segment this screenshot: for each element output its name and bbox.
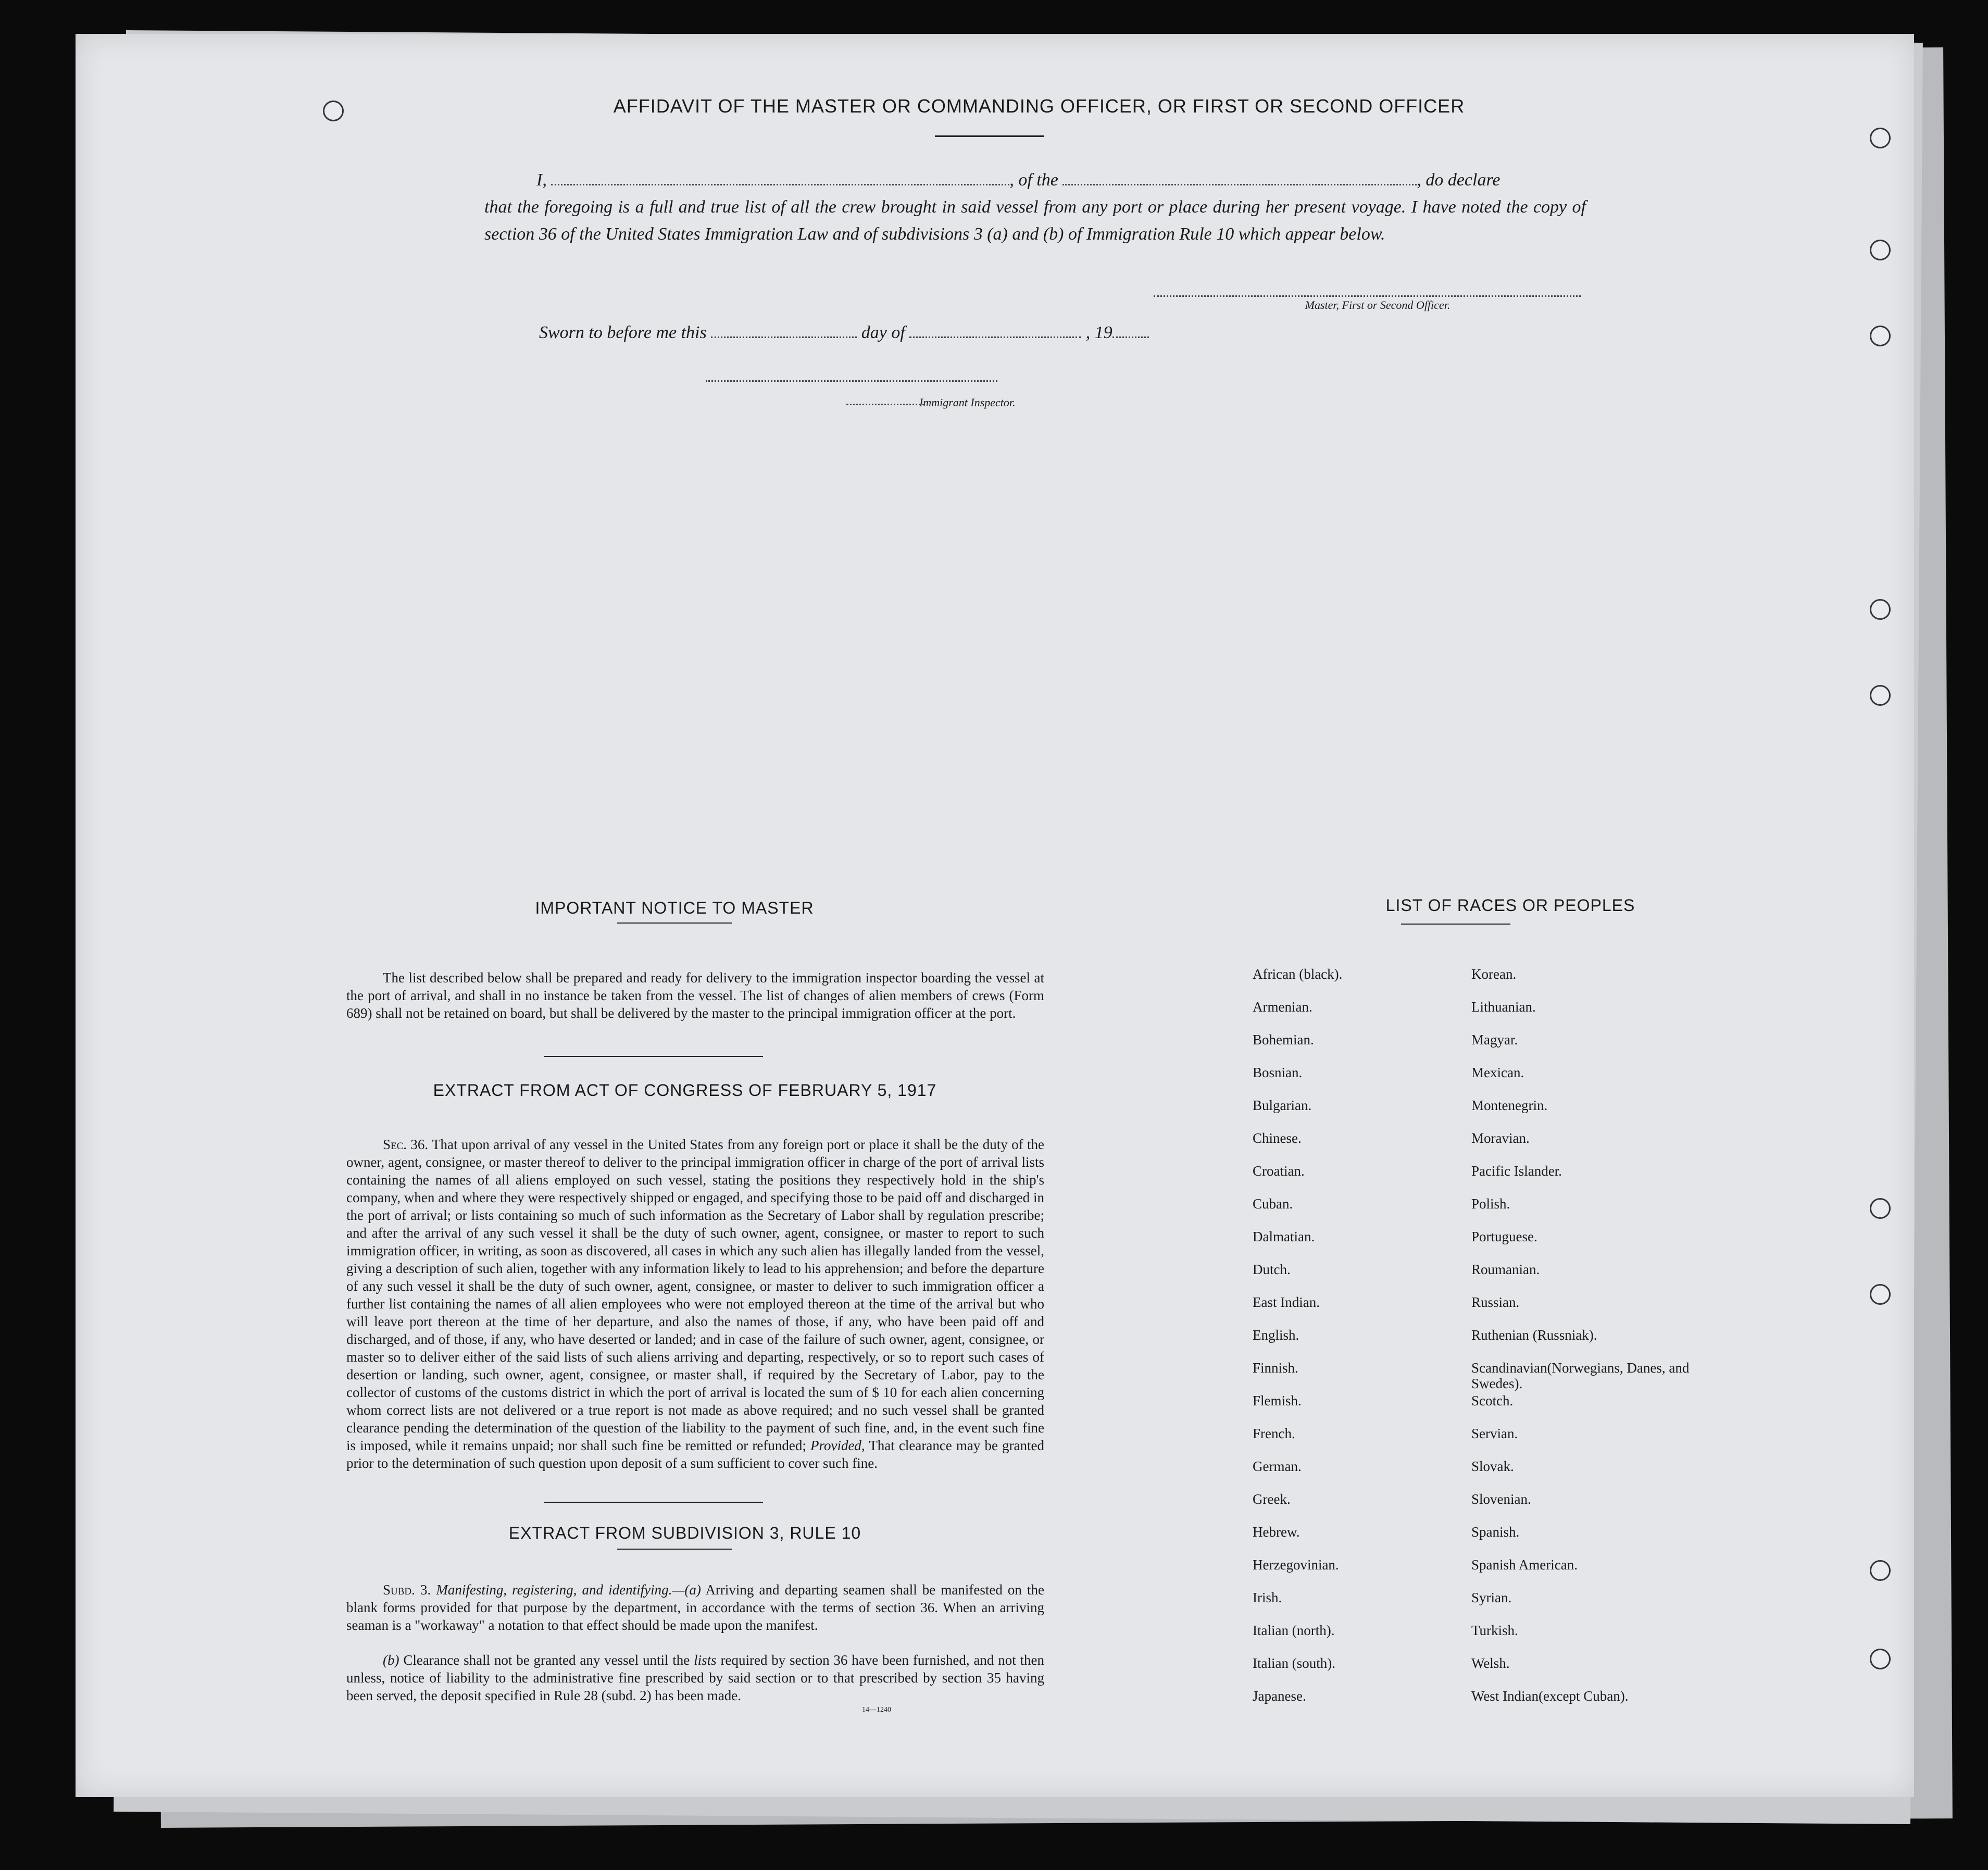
races-title: LIST OF RACES OR PEOPLES [1385, 896, 1635, 915]
race-item: Dalmatian. [1253, 1229, 1315, 1244]
document-page [76, 34, 1914, 1797]
race-item: Spanish. [1471, 1524, 1520, 1540]
race-item: French. [1253, 1426, 1295, 1441]
declaration-prefix: I, [536, 170, 547, 190]
punch-hole-icon [1870, 128, 1891, 148]
sworn-prefix: Sworn to before me this [539, 323, 707, 342]
subdivision-label: Subd. 3. [383, 1582, 431, 1598]
subdivision-text-b1: Clearance shall not be granted any vessel until the [403, 1652, 690, 1668]
inspector-label: Immigrant Inspector. [919, 396, 1016, 409]
punch-hole-icon [1870, 240, 1891, 260]
notice-divider [617, 922, 732, 924]
subdivision-paragraph-b [346, 1651, 1044, 1704]
race-item: Bulgarian. [1253, 1098, 1312, 1113]
race-item: Servian. [1471, 1426, 1518, 1441]
race-item: Pacific Islander. [1471, 1163, 1562, 1179]
title-divider [935, 135, 1044, 137]
declaration-line [484, 167, 1586, 194]
name-field[interactable] [551, 184, 1009, 185]
vessel-field[interactable] [1062, 184, 1417, 185]
proviso-label: Provided, [810, 1438, 865, 1453]
race-item: Cuban. [1253, 1196, 1293, 1212]
race-item: Irish. [1253, 1590, 1282, 1605]
race-item: Flemish. [1253, 1393, 1302, 1408]
race-item: Syrian. [1471, 1590, 1512, 1605]
race-item: Scotch. [1471, 1393, 1514, 1408]
section-divider [544, 1502, 763, 1503]
master-signature-label: Master, First or Second Officer. [1305, 298, 1451, 311]
subdivision-heading: Manifesting, registering, and identifying.—(a) [436, 1582, 701, 1598]
sworn-line [539, 323, 1529, 343]
races-column-1 [1253, 966, 1503, 1721]
race-item: East Indian. [1253, 1294, 1320, 1310]
race-item: Bohemian. [1253, 1032, 1314, 1048]
race-item: Dutch. [1253, 1262, 1291, 1277]
race-item: Portuguese. [1471, 1229, 1537, 1244]
race-item: Russian. [1471, 1294, 1520, 1310]
punch-hole-icon [1870, 1649, 1891, 1669]
proviso-text: That clearance may be granted prior to the determination of such question upon deposit of a sum sufficient to cover such fine. [346, 1438, 1045, 1471]
affidavit-declaration [484, 167, 1586, 248]
master-signature-field[interactable] [1154, 295, 1581, 297]
race-item: Turkish. [1471, 1623, 1518, 1638]
punch-hole-icon [1870, 1284, 1891, 1305]
races-divider [1401, 924, 1510, 925]
punch-hole-icon [1870, 685, 1891, 706]
race-item: Welsh. [1471, 1655, 1510, 1671]
declaration-of: , of the [1009, 170, 1058, 190]
sworn-year-label: , 19 [1085, 323, 1112, 342]
form-number: 14—1240 [862, 1706, 891, 1714]
race-item: Japanese. [1253, 1688, 1306, 1704]
race-item: Polish. [1471, 1196, 1510, 1212]
race-item: African (black). [1253, 966, 1343, 982]
act-body [346, 1136, 1044, 1472]
punch-hole-icon [323, 101, 344, 121]
sworn-month-field[interactable] [909, 336, 1081, 338]
race-item: Hebrew. [1253, 1524, 1300, 1540]
notice-title: IMPORTANT NOTICE TO MASTER [535, 899, 814, 917]
race-item: Magyar. [1471, 1032, 1518, 1048]
race-item: Moravian. [1471, 1130, 1530, 1146]
race-item: Slovenian. [1471, 1491, 1531, 1507]
punch-hole-icon [1870, 1560, 1891, 1581]
subdivision-title: EXTRACT FROM SUBDIVISION 3, RULE 10 [508, 1524, 861, 1542]
race-item: Finnish. [1253, 1360, 1298, 1376]
sworn-day-label: day of [861, 323, 905, 342]
affidavit-title: AFFIDAVIT OF THE MASTER OR COMMANDING OFFICER, OR FIRST OR SECOND OFFICER [613, 95, 1465, 117]
race-item: Italian (north). [1253, 1623, 1335, 1638]
race-item: Montenegrin. [1471, 1098, 1548, 1113]
race-item: English. [1253, 1327, 1299, 1343]
race-item: Lithuanian. [1471, 999, 1536, 1015]
inspector-signature-field[interactable] [706, 380, 997, 382]
sworn-day-field[interactable] [711, 336, 857, 338]
punch-hole-icon [1870, 326, 1891, 346]
inspector-lead-line [846, 404, 924, 405]
subdivision-text-b2: required by section 36 have been furnished, and not then unless, notice of liability to the administrative fine prescribed by said section or to that prescribed by section 35 having been served, the deposit specified in Rule 28 (subd. 2) has been made. [346, 1652, 1045, 1703]
race-item: Ruthenian (Russniak). [1471, 1327, 1597, 1343]
punch-hole-icon [1870, 1198, 1891, 1219]
punch-hole-icon [1870, 599, 1891, 620]
race-item: Slovak. [1471, 1458, 1514, 1474]
subdivision-text-a: Arriving and departing seamen shall be manifested on the blank forms provided for that purpose by the department, in accordance with the terms of section 36. When an arriving seaman is a "workaway" a notation to that effect should be made upon the manifest. [346, 1582, 1045, 1633]
race-item: Croatian. [1253, 1163, 1305, 1179]
race-item: Bosnian. [1253, 1065, 1303, 1080]
race-item: Armenian. [1253, 999, 1312, 1015]
act-title: EXTRACT FROM ACT OF CONGRESS OF FEBRUARY 5, 1917 [433, 1081, 937, 1100]
declaration-text: that the foregoing is a full and true list of all the crew brought in said vessel from any port or place during her present voyage. I have noted the copy of section 36 of the United States Immigration Law and of subdivisions 3 (a) and (b) of Immigration Rule 10 which appear below. [484, 197, 1586, 244]
race-item: German. [1253, 1458, 1302, 1474]
subdivision-paragraph-a [346, 1581, 1044, 1634]
race-item: Herzegovinian. [1253, 1557, 1339, 1573]
declaration-suffix: , do declare [1417, 170, 1501, 190]
subdivision-label-b: (b) [383, 1652, 399, 1668]
races-column-2 [1471, 966, 1742, 1721]
section-label: Sec. 36. [383, 1137, 429, 1152]
subdivision-text-lists: lists [694, 1652, 717, 1668]
notice-body: The list described below shall be prepared and ready for delivery to the immigration inspector boarding the vessel at the port of arrival, and shall in no instance be taken from the vessel. The list of changes of alien members of crews (Form 689) shall not be retained on board, but shall be delivered by the master to the principal immigration officer at the port. [346, 970, 1044, 1021]
section-36-text: That upon arrival of any vessel in the United States from any foreign port or place it shall be the duty of the owner, agent, consignee, or master thereof to deliver to the principal immigration officer in charge of the port of arrival lists containing the names of all aliens employed on such vessel, stating the positions they respectively hold in the ship's company, when and where they were respectively shipped or engaged, and specifying those to be paid off and discharged in the port of arrival; or lists containing so much of such information as the Secretary of Labor shall by regulation prescribe; and after the arrival of any such vessel it shall be the duty of such owner, agent, consignee, or master to report to such immigration officer, in writing, as soon as discovered, all cases in which any such alien has illegally landed from the vessel, giving a description of such alien, together with any information likely to lead to his apprehension; and before the departure of any such vessel it shall be the duty of such owner, agent, consignee, or master to deliver to such immigration officer a further list containing the names of all alien employees who were not employed thereon at the time of the arrival but who will leave port thereon at the time of her departure, and also the names of those, if any, who have been paid off and discharged, and of those, if any, who have deserted or landed; and in case of the failure of such owner, agent, consignee, or master so to deliver either of the said lists of such aliens arriving and departing, respectively, or so to report such cases of desertion or landing, such owner, agent, consignee, or master shall, if required by the Secretary of Labor, pay to the collector of customs of the customs district in which the port of arrival is located the sum of $ 10 for each alien concerning whom correct lists are not delivered or a true report is not made as above required; and no such vessel shall be granted clearance pending the determination of the question of the liability to the payment of such fine, and, in the event such fine is imposed, while it remains unpaid; nor shall such fine be remitted or refunded; [346, 1137, 1044, 1453]
race-item: Chinese. [1253, 1130, 1302, 1146]
subdivision-divider [617, 1549, 732, 1550]
race-item: Korean. [1471, 966, 1517, 982]
race-item: Italian (south). [1253, 1655, 1335, 1671]
race-item: Roumanian. [1471, 1262, 1540, 1277]
race-item: Spanish American. [1471, 1557, 1578, 1573]
race-item: Mexican. [1471, 1065, 1524, 1080]
section-divider [544, 1056, 763, 1057]
race-item: West Indian(except Cuban). [1471, 1688, 1629, 1704]
race-item: Scandinavian(Norwegians, Danes, and Swedes). [1471, 1360, 1690, 1391]
sworn-year-field[interactable] [1112, 336, 1149, 338]
race-item: Greek. [1253, 1491, 1291, 1507]
